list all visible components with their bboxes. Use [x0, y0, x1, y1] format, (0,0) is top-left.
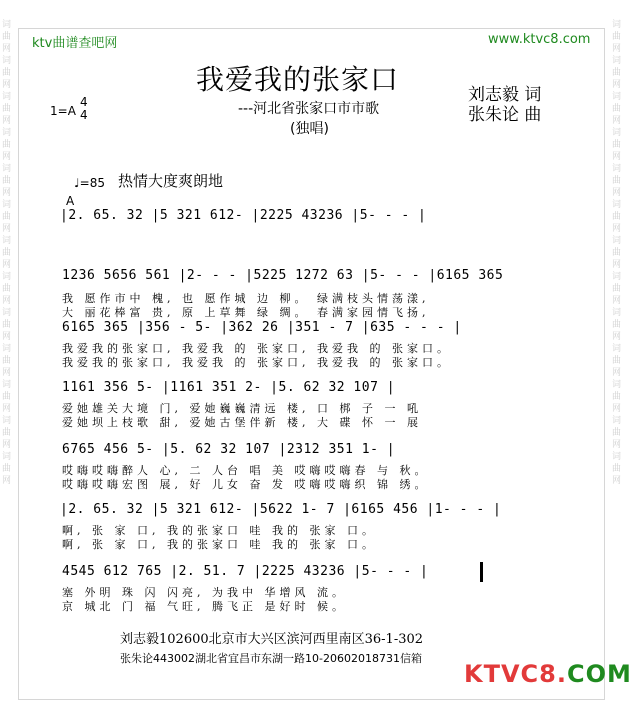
- score-line: |2. 65. 32 |5 321 612- |2225 43236 |5- - - |: [60, 208, 427, 223]
- watermark-char: 网: [612, 224, 622, 234]
- watermark-char: 词: [2, 452, 12, 462]
- watermark-char: 网: [2, 152, 12, 162]
- watermark-char: 曲: [2, 356, 12, 366]
- watermark-char: 曲: [612, 464, 622, 474]
- watermark-char: 网: [612, 44, 622, 54]
- section-mark: A: [66, 194, 75, 208]
- lyric-line: 爱她雄关大境 门, 爱她巍巍清远 楼, 口 梆 子 一 吼: [62, 402, 422, 415]
- watermark-char: 网: [612, 188, 622, 198]
- watermark-char: 词: [2, 128, 12, 138]
- song-title: 我爱我的张家口: [196, 63, 400, 96]
- watermark-char: 曲: [612, 176, 622, 186]
- lyric-line: 我 愿作市中 槐, 也 愿作城 边 柳。 绿满枝头情荡漾,: [62, 292, 430, 305]
- watermark-char: 曲: [2, 320, 12, 330]
- watermark-char: 词: [2, 200, 12, 210]
- lyric-line: 啊, 张 家 口, 我的张家口 哇 我的 张家 口。: [62, 524, 377, 537]
- watermark-char: 网: [612, 332, 622, 342]
- watermark-char: 曲: [612, 32, 622, 42]
- lyric-line: 哎嗨哎嗨宏图 展, 好 儿女 奋 发 哎嗨哎嗨织 锦 绣。: [62, 478, 430, 491]
- watermark-char: 网: [612, 368, 622, 378]
- score-line: 1161 356 5- |1161 351 2- |5. 62 32 107 |: [62, 380, 396, 395]
- watermark-char: 词: [2, 236, 12, 246]
- lyric-line: 啊, 张 家 口, 我的张家口 哇 我的 张家 口。: [62, 538, 377, 551]
- watermark-char: 网: [2, 80, 12, 90]
- watermark-char: 曲: [2, 32, 12, 42]
- watermark-char: 词: [2, 416, 12, 426]
- watermark-char: 网: [2, 116, 12, 126]
- lyricist-credit: 刘志毅 词: [468, 85, 542, 105]
- watermark-char: 网: [2, 224, 12, 234]
- key-signature: 1=A: [50, 104, 76, 118]
- logo-green: COM: [566, 660, 632, 688]
- watermark-char: 词: [612, 164, 622, 174]
- score-line: 4545 612 765 |2. 51. 7 |2225 43236 |5- - - |: [62, 564, 429, 579]
- watermark-char: 网: [612, 296, 622, 306]
- watermark-char: 曲: [612, 212, 622, 222]
- watermark-char: 词: [2, 20, 12, 30]
- site-name-left: ktv曲谱查吧网: [32, 36, 118, 51]
- site-url-right: www.ktvc8.com: [488, 32, 591, 47]
- watermark-char: 词: [612, 452, 622, 462]
- watermark-char: 曲: [612, 104, 622, 114]
- watermark-char: 网: [612, 476, 622, 486]
- watermark-char: 网: [612, 260, 622, 270]
- watermark-char: 网: [612, 440, 622, 450]
- watermark-char: 网: [612, 152, 622, 162]
- watermark-char: 词: [612, 56, 622, 66]
- composer-address: 张朱论443002湖北省宜昌市东湖一路10-20602018731信箱: [120, 652, 422, 665]
- watermark-char: 词: [612, 380, 622, 390]
- watermark-char: 网: [612, 80, 622, 90]
- watermark-char: 网: [612, 116, 622, 126]
- watermark-char: 网: [2, 332, 12, 342]
- watermark-char: 词: [2, 344, 12, 354]
- watermark-char: 曲: [2, 212, 12, 222]
- watermark-char: 网: [612, 404, 622, 414]
- logo-red: KTVC8.: [464, 660, 567, 688]
- score-line: 6765 456 5- |5. 62 32 107 |2312 351 1- |: [62, 442, 396, 457]
- watermark-char: 网: [2, 404, 12, 414]
- watermark-char: 曲: [2, 176, 12, 186]
- site-logo: [464, 660, 632, 688]
- watermark-char: 曲: [2, 464, 12, 474]
- watermark-char: 曲: [2, 104, 12, 114]
- watermark-char: 词: [612, 200, 622, 210]
- watermark-char: 词: [612, 308, 622, 318]
- watermark-char: 网: [2, 260, 12, 270]
- watermark-char: 词: [612, 236, 622, 246]
- watermark-char: 网: [2, 368, 12, 378]
- performance-note: (独唱): [290, 121, 329, 137]
- watermark-char: 网: [2, 476, 12, 486]
- watermark-char: 词: [612, 128, 622, 138]
- time-top: 4: [80, 95, 88, 109]
- watermark-char: 网: [2, 440, 12, 450]
- left-watermark: [2, 20, 12, 488]
- score-line: 1236 5656 561 |2- - - |5225 1272 63 |5- - - |6165 365: [62, 268, 504, 283]
- score-line: |2. 65. 32 |5 321 612- |5622 1- 7 |6165 456 |1- - - |: [60, 502, 502, 517]
- lyric-line: 我爱我的张家口, 我爱我 的 张家口, 我爱我 的 张家口。: [62, 342, 452, 355]
- watermark-char: 词: [2, 92, 12, 102]
- lyric-line: 大 丽花棒富 贵, 原 上草舞 绿 绸。 春满家园情飞扬,: [62, 306, 430, 319]
- watermark-char: 词: [612, 416, 622, 426]
- tempo-mark: ♩=85: [74, 176, 105, 190]
- lyric-line: 我爱我的张家口, 我爱我 的 张家口, 我爱我 的 张家口。: [62, 356, 452, 369]
- tempo-text: 热情大度爽朗地: [118, 172, 224, 190]
- watermark-char: 曲: [612, 392, 622, 402]
- right-watermark: [612, 20, 622, 488]
- watermark-char: 曲: [612, 428, 622, 438]
- watermark-char: 词: [612, 344, 622, 354]
- watermark-char: 词: [612, 272, 622, 282]
- watermark-char: 网: [2, 44, 12, 54]
- watermark-char: 网: [2, 296, 12, 306]
- lyric-line: 哎嗨哎嗨醉人 心, 二 人台 唱 美 哎嗨哎嗨春 与 秋。: [62, 464, 430, 477]
- watermark-char: 词: [612, 20, 622, 30]
- watermark-char: 曲: [612, 68, 622, 78]
- watermark-char: 曲: [612, 284, 622, 294]
- score-line: 6165 365 |356 - 5- |362 26 |351 - 7 |635 - - - |: [62, 320, 462, 335]
- time-bottom: 4: [80, 108, 88, 122]
- watermark-char: 曲: [2, 140, 12, 150]
- watermark-char: 词: [2, 380, 12, 390]
- watermark-char: 曲: [2, 248, 12, 258]
- watermark-char: 词: [2, 164, 12, 174]
- lyric-line: 塞 外明 珠 闪 闪亮, 为我中 华增风 流。: [62, 586, 347, 599]
- watermark-char: 词: [2, 308, 12, 318]
- watermark-char: 曲: [2, 284, 12, 294]
- watermark-char: 曲: [2, 392, 12, 402]
- watermark-char: 曲: [612, 248, 622, 258]
- watermark-char: 曲: [612, 320, 622, 330]
- time-signature: [80, 96, 88, 122]
- lyricist-address: 刘志毅102600北京市大兴区滨河西里南区36-1-302: [120, 632, 424, 647]
- song-subtitle: ---河北省张家口市市歌: [238, 101, 380, 117]
- final-barline: [480, 562, 483, 582]
- watermark-char: 曲: [612, 356, 622, 366]
- watermark-char: 曲: [2, 428, 12, 438]
- watermark-char: 词: [2, 272, 12, 282]
- composer-credit: 张朱论 曲: [468, 105, 542, 125]
- watermark-char: 词: [2, 56, 12, 66]
- watermark-char: 词: [612, 92, 622, 102]
- watermark-char: 曲: [2, 68, 12, 78]
- lyric-line: 京 城北 门 福 气旺, 腾飞正 是好时 候。: [62, 600, 347, 613]
- lyric-line: 爱她坝上枝歌 甜, 爱她古堡伴新 楼, 大 碟 怀 一 展: [62, 416, 422, 429]
- watermark-char: 网: [2, 188, 12, 198]
- watermark-char: 曲: [612, 140, 622, 150]
